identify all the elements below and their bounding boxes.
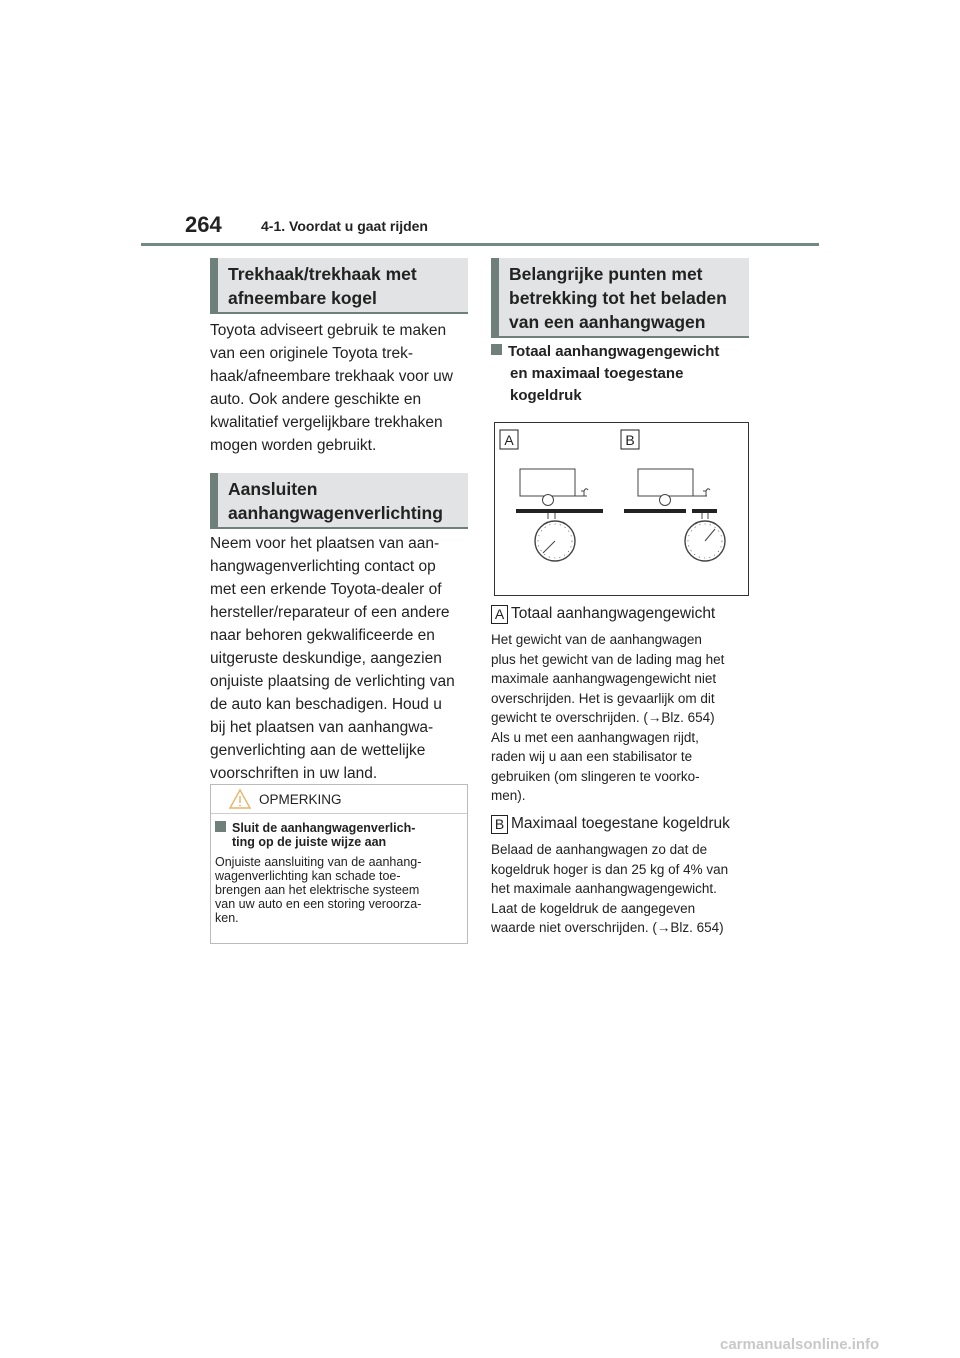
heading-line: Sluit de aanhangwagenverlich-	[232, 821, 416, 835]
heading-line: betrekking tot het beladen	[509, 288, 727, 308]
bullet-square-icon	[491, 344, 502, 355]
heading-trekhaak	[210, 258, 468, 312]
caption-b-text: Maximaal toegestane kogeldruk	[511, 815, 730, 832]
text-line: de auto kan beschadigen. Houd u	[210, 696, 442, 713]
text-line: overschrijden. Het is gevaarlijk om dit	[491, 690, 715, 706]
heading-line: Belangrijke punten met	[509, 264, 703, 284]
bullet-square-icon	[215, 821, 226, 832]
text-line: waarde niet overschrijden. (→Blz. 654)	[491, 920, 724, 935]
section-title: 4-1. Voordat u gaat rijden	[261, 218, 428, 234]
heading-line: en maximaal toegestane	[510, 365, 684, 382]
text-line: genverlichting aan de wettelijke	[210, 742, 426, 759]
text-line: Laat de kogeldruk de aangegeven	[491, 900, 696, 916]
text-line: Het gewicht van de aanhangwagen	[491, 632, 702, 647]
text-line: onjuiste plaatsing de verlichting van	[210, 673, 455, 690]
heading-line: afneembare kogel	[228, 288, 377, 308]
label-b-text: B	[625, 432, 635, 448]
heading-belangrijke-punten	[491, 258, 749, 336]
trailer-scale-illustration	[495, 423, 750, 597]
text-line: mogen worden gebruikt.	[210, 437, 377, 454]
caption-b-title	[491, 814, 730, 834]
text-line: Als u met een aanhangwagen rijdt,	[491, 729, 699, 745]
text-line: Toyota adviseert gebruik te maken	[210, 322, 447, 339]
text-line: met een erkende Toyota-dealer of	[210, 581, 442, 598]
caption-b-body	[491, 840, 753, 938]
text-line: maximale aanhangwagengewicht niet	[491, 671, 717, 686]
notice-body	[215, 855, 463, 925]
text-line: voorschriften in uw land.	[210, 765, 378, 782]
header-divider	[141, 243, 819, 246]
paragraph-aansluiten	[210, 532, 472, 785]
heading-line: Totaal aanhangwagengewicht	[491, 341, 753, 363]
label-b-badge: B	[491, 815, 508, 834]
text-line: hangwagenverlichting contact op	[210, 558, 436, 575]
text-line: plus het gewicht van de lading mag het	[491, 651, 725, 667]
text-line: gebruiken (om slingeren te voorko-	[491, 768, 700, 784]
text-line: naar behoren gekwalificeerde en	[210, 627, 435, 644]
caption-a-body	[491, 630, 753, 806]
heading-aansluiten	[210, 473, 468, 527]
text-line: raden wij u aan een stabilisator te	[491, 749, 693, 764]
notice-header	[211, 785, 467, 814]
heading-line: aanhangwagenverlichting	[228, 503, 443, 523]
text-line: hersteller/reparateur of een andere	[210, 604, 450, 621]
heading-line: Trekhaak/trekhaak met	[228, 264, 417, 284]
text-line: van een originele Toyota trek-	[210, 345, 414, 362]
text-line: Belaad de aanhangwagen zo dat de	[491, 842, 708, 857]
watermark: carmanualsonline.info	[720, 1336, 880, 1353]
heading-line: ting op de juiste wijze aan	[232, 835, 387, 849]
text-line: brengen aan het elektrische systeem	[215, 883, 420, 897]
text-line: het maximale aanhangwagengewicht.	[491, 881, 717, 896]
label-a-text: A	[504, 432, 514, 448]
text-line: kogeldruk hoger is dan 25 kg of 4% van	[491, 861, 729, 877]
text-line: uitgeruste deskundige, aangezien	[210, 650, 442, 667]
text-line: Onjuiste aansluiting van de aanhang-	[215, 855, 422, 869]
paragraph-trekhaak	[210, 319, 470, 457]
trailer-weight-figure	[494, 422, 749, 596]
heading-line: van een aanhangwagen	[509, 312, 706, 332]
text-line: ken.	[215, 911, 239, 925]
text-line: auto. Ook andere geschikte en	[210, 391, 422, 408]
text-line: haak/afneembare trekhaak voor uw	[210, 368, 453, 385]
page-number: 264	[185, 212, 222, 237]
heading-line: Aansluiten	[228, 479, 318, 499]
text-line: kwalitatief vergelijkbare trekhaken	[210, 414, 443, 431]
scene-tongue-weight	[624, 469, 725, 561]
text-line: men).	[491, 788, 526, 803]
item-heading	[491, 341, 753, 407]
text-line: wagenverlichting kan schade toe-	[215, 869, 401, 883]
text-line: Neem voor het plaatsen van aan-	[210, 535, 440, 552]
text-line: gewicht te overschrijden. (→Blz. 654)	[491, 710, 715, 725]
notice-box	[210, 784, 468, 944]
scene-total-weight	[516, 469, 603, 561]
notice-heading	[215, 821, 461, 849]
text-line: bij het plaatsen van aanhangwa-	[210, 719, 434, 736]
caption-a-title	[491, 604, 715, 624]
label-a-badge: A	[491, 605, 508, 624]
heading-line: kogeldruk	[510, 387, 582, 404]
warning-triangle-icon	[228, 788, 252, 815]
caption-a-text: Totaal aanhangwagengewicht	[511, 605, 716, 622]
text-line: van uw auto en een storing veroorza-	[215, 897, 422, 911]
notice-title: OPMERKING	[259, 792, 342, 807]
